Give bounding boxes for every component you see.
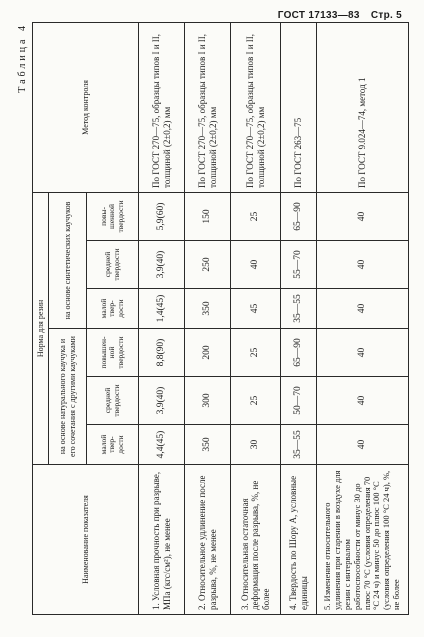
- table-row: [231, 22, 281, 614]
- cell-value: 25: [231, 329, 281, 377]
- standard-number: ГОСТ 17133—83: [277, 10, 360, 21]
- cell-value: 40: [317, 241, 409, 289]
- header-mid-hardness-natural: средней твердости: [87, 377, 139, 425]
- cell-value: 25: [231, 192, 281, 240]
- cell-value: 40: [317, 377, 409, 425]
- row-method: По ГОСТ 263—75: [281, 22, 317, 192]
- cell-value: 1,4(45): [139, 289, 185, 329]
- cell-value: 35—55: [281, 289, 317, 329]
- cell-value: 4,4(45): [139, 425, 185, 465]
- header-mid-hardness-synthetic: средней твердости: [87, 241, 139, 289]
- cell-value: 65—90: [281, 329, 317, 377]
- cell-value: 300: [185, 377, 231, 425]
- norms-table: [32, 22, 409, 615]
- cell-value: 8,8(90): [139, 329, 185, 377]
- cell-value: 350: [185, 289, 231, 329]
- header-low-hardness-natural: малой твер-дости: [87, 425, 139, 465]
- cell-value: 350: [185, 425, 231, 465]
- table-row: [281, 22, 317, 614]
- cell-value: 65—90: [281, 192, 317, 240]
- cell-value: 40: [231, 241, 281, 289]
- header-group-synthetic: на основе синтетических каучуков: [49, 192, 87, 328]
- header-high-hardness-synthetic: повы-шенной твердости: [87, 192, 139, 240]
- cell-value: 3,9(40): [139, 377, 185, 425]
- row-method: По ГОСТ 270—75, образцы типов I и II, толщиной (2±0,2) мм: [231, 22, 281, 192]
- table-row: [317, 22, 409, 614]
- row-indicator: 1. Условная прочность при разрыве, МПа (кгс/см²), не менее: [139, 465, 185, 615]
- header-low-hardness-synthetic: малой твер-дости: [87, 289, 139, 329]
- cell-value: 40: [317, 329, 409, 377]
- row-indicator: 2. Относительное удлинение после разрыва, %, не менее: [185, 465, 231, 615]
- header-group-natural: на основе натурального каучука и его сочетания с другими каучуками: [49, 329, 87, 465]
- table-row: [185, 22, 231, 614]
- cell-value: 200: [185, 329, 231, 377]
- cell-value: 250: [185, 241, 231, 289]
- cell-value: 55—70: [281, 241, 317, 289]
- header-indicator: Наименование показателя: [33, 465, 139, 615]
- cell-value: 40: [317, 425, 409, 465]
- header-norm: Норма для резин: [33, 192, 49, 464]
- cell-value: 35—55: [281, 425, 317, 465]
- cell-value: 45: [231, 289, 281, 329]
- cell-value: 40: [317, 289, 409, 329]
- rotated-table-block: [17, 23, 408, 615]
- cell-value: 50—70: [281, 377, 317, 425]
- header-method: Метод контроля: [33, 22, 139, 192]
- cell-value: 30: [231, 425, 281, 465]
- row-indicator: 4. Твердость по Шору А, условные единицы: [281, 465, 317, 615]
- row-method: По ГОСТ 9.024—74, метод 1: [317, 22, 409, 192]
- row-method: По ГОСТ 270—75, образцы типов I и II, толщиной (2±0,2) мм: [139, 22, 185, 192]
- page-number: Стр. 5: [370, 10, 402, 21]
- cell-value: 40: [317, 192, 409, 240]
- row-indicator: 5. Изменение относительного удлинения при старении в воздухе для резин с интервалом работоспособности от минус 30 до плюс 70 °С (условия определения 70 °С 24 ч) и минус 50 до плюс 100 °С (условия определения 100 °С 24 ч), %, не более: [317, 465, 409, 615]
- page-header: [270, 10, 402, 21]
- header-high-hardness-natural: повышен-ной твердости: [87, 329, 139, 377]
- cell-value: 25: [231, 377, 281, 425]
- row-indicator: 3. Относительная остаточная деформация после разрыва, %, не более: [231, 465, 281, 615]
- row-method: По ГОСТ 270—75, образцы типов I и II, толщиной (2±0,2) мм: [185, 22, 231, 192]
- cell-value: 3,9(40): [139, 241, 185, 289]
- table-caption: Таблица 4: [17, 23, 28, 93]
- cell-value: 150: [185, 192, 231, 240]
- cell-value: 5,9(60): [139, 192, 185, 240]
- table-row: [139, 22, 185, 614]
